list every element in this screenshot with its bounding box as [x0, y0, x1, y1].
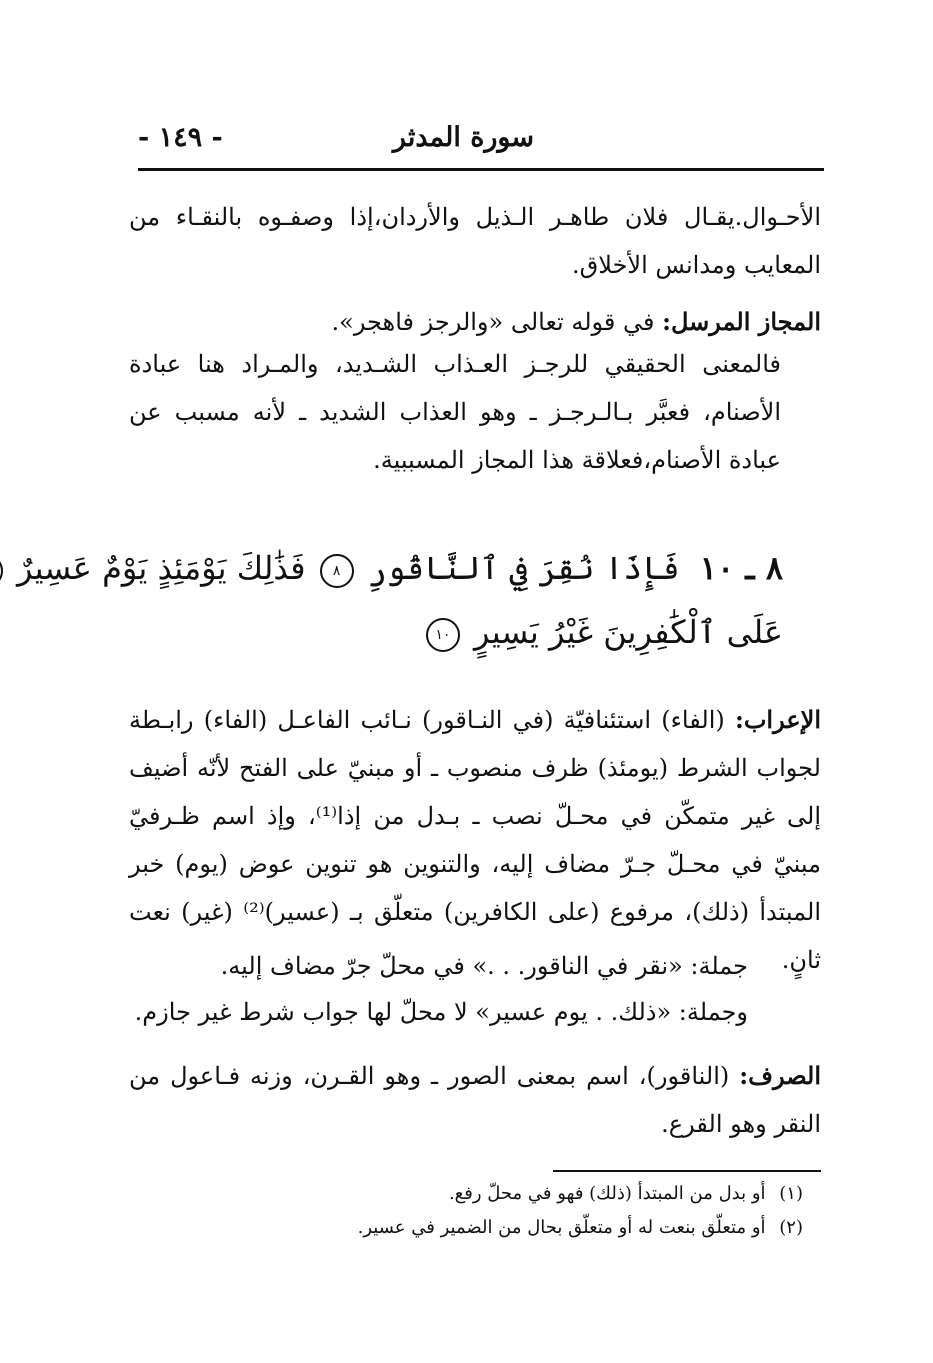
ayah-marker-icon: ٨ — [320, 554, 354, 588]
ayah-line-1 — [16, 538, 783, 598]
sarf-paragraph — [129, 1052, 821, 1148]
majaz-intro: في قوله تعالى «والرجز فاهجر». — [331, 308, 655, 336]
irab-paragraph — [129, 696, 821, 984]
majaz-paragraph: فالمعنى الحقيقي للرجـز العـذاب الشـديد، والمـراد هنا عبادة الأصنام، فعبَّر بـالـرجـز ـ وهو العذاب الشديد ـ لأنه مسبب عن عبادة الأصنام،فعلاقة هذا المجاز المسببية. — [129, 350, 781, 474]
majaz-heading — [129, 298, 821, 346]
majaz-label: المجاز المرسل: — [662, 307, 821, 336]
footnote — [358, 1214, 803, 1242]
jumla-line-1: جملة: «نقر في الناقور. . .» في محلّ جرّ مضاف إليه. — [220, 952, 748, 980]
footnote-rule — [553, 1170, 821, 1172]
ayah-text-9: فَذَٰلِكَ يَوْمَئِذٍ يَوْمٌ عَسِيرٌ — [16, 549, 306, 587]
irab-text: (الفاء) استئنافيّة (في النـاقور) نـائب الفاعـل (الفاء) رابـطة لجواب الشرط (يومئذ) ظرف منصوب ـ أو مبنيّ على الفتح لأنّه أضيف إلى غير متمكّن في محـلّ نصب ـ بـدل من إذا⁽¹⁾، وإذ اسم ظـرفيّ مبنيّ في محـلّ جـرّ مضاف إليه، والتنوين هو تنوين عوض (يوم) خبر المبتدأ (ذلك)، مرفوع (على الكافرين) متعلّق بـ (عسير)⁽²⁾ (غير) نعت ثانٍ. — [129, 706, 822, 974]
header-rule — [138, 168, 824, 171]
surah-title: سورة المدثر — [392, 122, 534, 153]
sarf-text: (الناقور)، اسم بمعنى الصور ـ وهو القـرن، وزنه فـاعول من النقر وهو القرع. — [129, 1062, 821, 1138]
ayah-text-8: فَإِذَا نُقِرَ فِي ٱلنَّاقُورِ — [367, 549, 680, 587]
jumla-line-2: وجملة: «ذلك. . يوم عسير» لا محلّ لها جواب شرط غير جازم. — [134, 998, 748, 1026]
ayah-text-10: عَلَى ٱلْكَٰفِرِينَ غَيْرُ يَسِيرٍ — [474, 613, 783, 651]
page-header — [138, 120, 824, 160]
ayah-marker-icon: ١٠ — [426, 618, 460, 652]
sarf-label: الصرف: — [739, 1061, 821, 1090]
ayah-marker-icon — [0, 554, 3, 588]
footnote — [449, 1180, 803, 1208]
footnote-number: (٢) — [779, 1217, 803, 1238]
page-number: - ١٤٩ - — [138, 122, 223, 153]
footnote-text: أو متعلّق بنعت له أو متعلّق بحال من الضمير في عسير. — [357, 1217, 766, 1238]
footnote-number: (١) — [779, 1183, 803, 1204]
ayah-line-2 — [143, 602, 783, 662]
ahwal-paragraph: الأحـوال.يقـال فلان طاهـر الـذيل والأردان،إذا وصفـوه بالنقـاء من المعايب ومدانس الأخلاق. — [129, 203, 821, 279]
verse-range: ٨ ـ ١٠ — [699, 549, 783, 587]
irab-label: الإعراب: — [734, 705, 821, 734]
footnote-text: أو بدل من المبتدأ (ذلك) فهو في محلّ رفع. — [448, 1183, 766, 1204]
